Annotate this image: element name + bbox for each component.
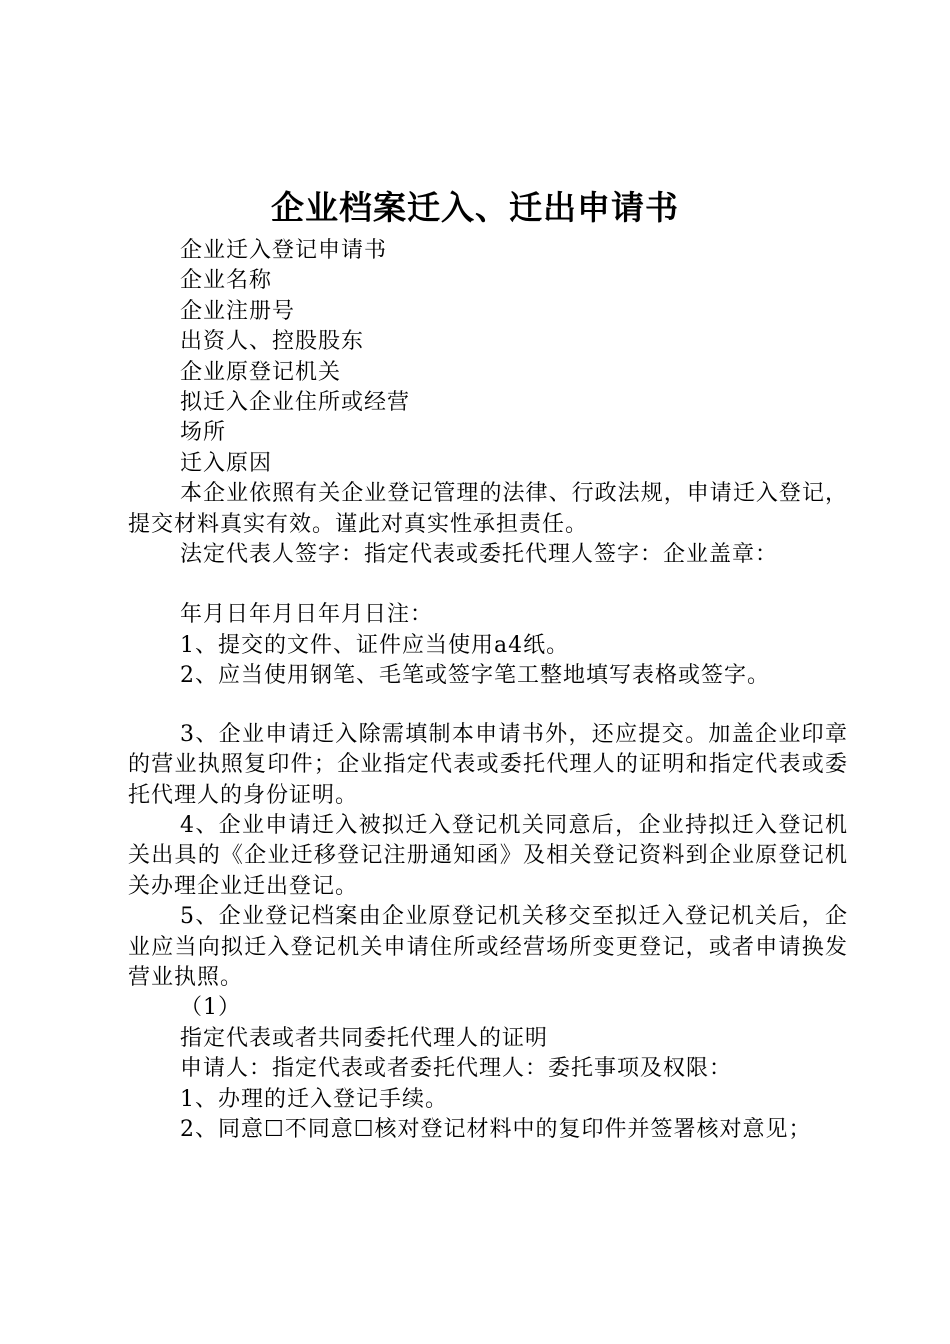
document-title: 企业档案迁入、迁出申请书 <box>271 188 679 227</box>
note-item: 3、企业申请迁入除需填制本申请书外，还应提交。加盖企业印章的营业执照复印件；企业指定代表或委托代理人的证明和指定代表或委托代理人的身份证明。 <box>128 721 848 808</box>
authority-item: 1、办理的迁入登记手续。 <box>180 1086 448 1112</box>
section-number: （1） <box>180 995 241 1021</box>
applicant-line: 申请人：指定代表或者委托代理人：委托事项及权限： <box>180 1056 733 1082</box>
form-line: 拟迁入企业住所或经营 <box>180 390 411 416</box>
form-line: 企业注册号 <box>180 298 296 324</box>
form-line: 企业迁入登记申请书 <box>180 238 388 263</box>
authority-item: 2、同意☐不同意☐核对登记材料中的复印件并签署核对意见； <box>180 1116 812 1142</box>
signature-line: 法定代表人签字：指定代表或委托代理人签字：企业盖章： <box>180 542 779 568</box>
form-line: 企业名称 <box>180 268 273 294</box>
form-line: 出资人、控股股东 <box>180 329 365 355</box>
form-line: 企业原登记机关 <box>180 359 342 385</box>
form-line: 迁入原因 <box>180 450 273 476</box>
note-item: 2、应当使用钢笔、毛笔或签字笔工整地填写表格或签字。 <box>180 663 770 689</box>
date-note-line: 年月日年月日年月日注： <box>180 602 434 628</box>
form-line: 场所 <box>180 420 227 446</box>
note-item: 5、企业登记档案由企业原登记机关移交至拟迁入登记机关后，企业应当向拟迁入登记机关申请住所或经营场所变更登记，或者申请换发营业执照。 <box>128 904 848 990</box>
blank-gap <box>128 570 848 600</box>
document-body <box>128 236 848 1145</box>
blank-gap <box>128 692 848 720</box>
note-item: 1、提交的文件、证件应当使用a4纸。 <box>180 632 570 658</box>
declaration-paragraph: 本企业依照有关企业登记管理的法律、行政法规，申请迁入登记，提交材料真实有效。谨此对真实性承担责任。 <box>128 481 848 537</box>
section-title: 指定代表或者共同委托代理人的证明 <box>180 1025 549 1051</box>
note-item: 4、企业申请迁入被拟迁入登记机关同意后，企业持拟迁入登记机关出具的《企业迁移登记注册通知函》及相关登记资料到企业原登记机关办理企业迁出登记。 <box>128 812 848 899</box>
